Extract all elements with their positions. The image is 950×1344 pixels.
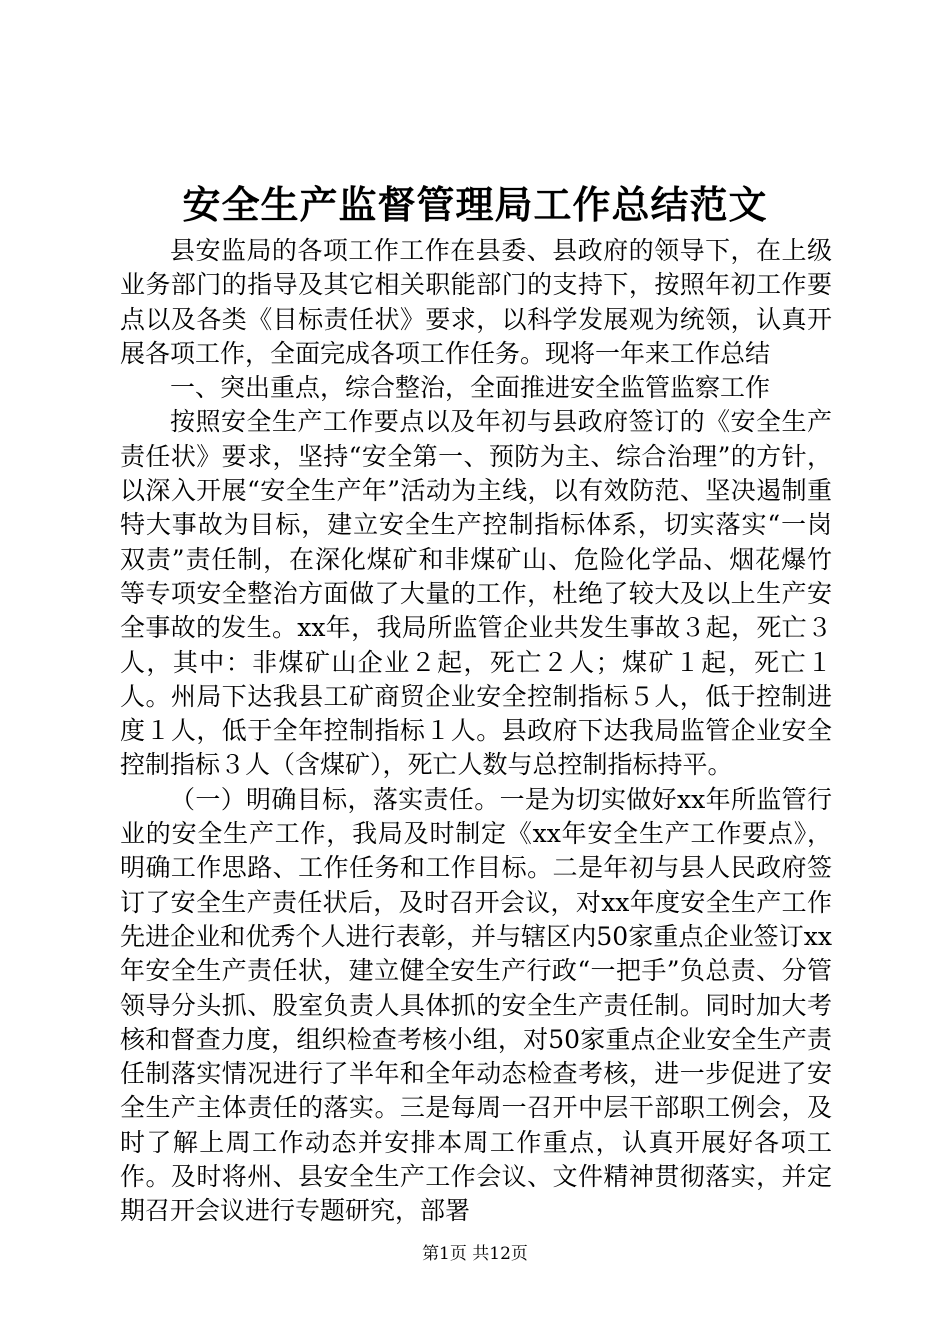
paragraph-section-1: 按照安全生产工作要点以及年初与县政府签订的《安全生产责任状》要求，坚持“安全第一、预防为主、综合治理”的方针，以深入开展“安全生产年”活动为主线，以有效防范、坚决遏制重特大事故为目标，建立安全生产控制指标体系，切实落实“一岗双责”责任制，在深化煤矿和非煤矿山、危险化学品、烟花爆竹等专项安全整治方面做了大量的工作，杜绝了较大及以上生产安全事故的发生。xx年，我局所监管企业共发生事故３起，死亡３人，其中：非煤矿山企业２起，死亡２人；煤矿１起，死亡１人。州局下达我县工矿商贸企业安全控制指标５人，低于控制进度１人，低于全年控制指标１人。县政府下达我局监管企业安全控制指标３人（含煤矿），死亡人数与总控制指标持平。 <box>120 407 832 780</box>
paragraph-subsection-1: （一）明确目标，落实责任。一是为切实做好xx年所监管行业的安全生产工作，我局及时制定《xx年安全生产工作要点》，明确工作思路、工作任务和工作目标。二是年初与县人民政府签订了安全生产责任状后，及时召开会议，对xx年度安全生产工作先进企业和优秀个人进行表彰，并与辖区内50家重点企业签订xx年安全生产责任状，建立健全安生产行政“一把手”负总责、分管领导分头抓、股室负责人具体抓的安全生产责任制。同时加大考核和督查力度，组织检查考核小组，对50家重点企业安全生产责任制落实情况进行了半年和全年动态检查考核，进一步促进了安全生产主体责任的落实。三是每周一召开中层干部职工例会，及时了解上周工作动态并安排本周工作重点，认真开展好各项工作。及时将州、县安全生产工作会议、文件精神贯彻落实，并定期召开会议进行专题研究，部署 <box>120 784 832 1226</box>
section-heading-1: 一、突出重点，综合整治，全面推进安全监管监察工作 <box>170 373 771 403</box>
paragraph-intro: 县安监局的各项工作工作在县委、县政府的领导下，在上级业务部门的指导及其它相关职能部门的支持下，按照年初工作要点以及各类《目标责任状》要求，以科学发展观为统领，认真开展各项工作，全面完成各项工作任务。现将一年来工作总结 <box>120 236 832 368</box>
document-title: 安全生产监督管理局工作总结范文 <box>182 182 768 227</box>
page-footer: 第1页 共12页 <box>422 1244 528 1264</box>
document-body <box>120 234 832 1229</box>
